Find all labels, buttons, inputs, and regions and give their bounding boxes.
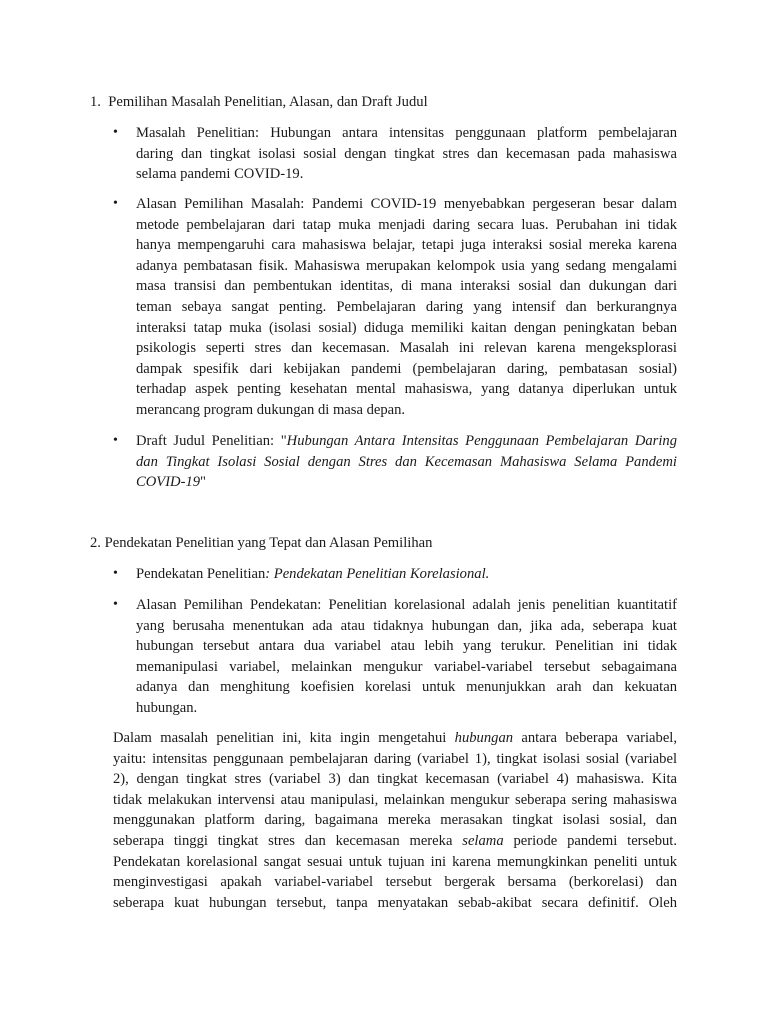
emphasis-hubungan: hubungan <box>454 730 514 746</box>
text-line: masa transisi dan pembentukan identitas, di mana interaksi sosial dan dukungan dari <box>136 278 677 295</box>
list-item-alasan-pemilihan-masalah <box>136 194 677 421</box>
text-line: yang berusaha menentukan ada atau tidaknya hubungan dan, jika ada, seberapa kuat <box>136 617 677 634</box>
text-line <box>113 728 677 749</box>
list-item-alasan-pemilihan-pendekatan <box>136 595 677 719</box>
text-line <box>136 564 677 585</box>
text-line: daring dan tingkat isolasi sosial dengan tingkat stres dan kecemasan pada mahasiswa <box>136 145 677 162</box>
text-line: Masalah Penelitian: Hubungan antara intensitas penggunaan platform pembelajaran <box>136 125 677 141</box>
text-line: hubungan. <box>136 699 198 716</box>
bullet-dot: • <box>113 566 118 581</box>
text-line: menginvestigasi apakah variabel-variabel tersebut bergerak bersama (berkorelasi) dan <box>113 874 677 891</box>
draft-title-italic: COVID-19 <box>136 474 201 491</box>
list-item-pendekatan-penelitian <box>136 564 677 585</box>
text-run: seberapa tinggi tingkat stres dan kecemasan mereka <box>113 832 453 849</box>
section-1-number: 1. <box>90 94 101 110</box>
approach-label: Pendekatan Penelitian <box>136 566 266 582</box>
approach-value: : Pendekatan Penelitian Korelasional. <box>265 566 490 582</box>
text-line: menggunakan platform daring, bagaimana mereka merasakan tingkat isolasi sosial, dan <box>113 812 677 829</box>
text-line: tidak melakukan intervensi atau manipulasi, melainkan mengukur seberapa sering mahasiswa <box>113 791 677 808</box>
text-line: adanya pembatasan fisik. Mahasiswa merupakan kelompok usia yang sedang mengalami <box>136 257 677 274</box>
draft-title-italic: Hubungan Antara Intensitas Penggunaan Pembelajaran Daring <box>286 433 678 449</box>
bullet-dot: • <box>113 196 118 211</box>
text-line <box>136 472 677 493</box>
text-run: Dalam masalah penelitian ini, kita ingin mengetahui <box>113 730 447 746</box>
body-paragraph <box>113 728 677 913</box>
text-line: metode pembelajaran dari tatap muka menjadi daring secara luas. Perubahan ini tidak <box>136 216 677 233</box>
text-line: adanya dan menghitung koefisien korelasi untuk menunjukkan arah dan kekuatan <box>136 679 677 696</box>
text-line: selama pandemi COVID-19. <box>136 166 304 183</box>
text-line: terhadap aspek penting kesehatan mental mahasiswa, yang datanya diperlukan untuk <box>136 381 677 398</box>
draft-title-prefix: Draft Judul Penelitian: " <box>136 433 287 449</box>
text-line: hubungan tersebut antara dua variabel atau lebih yang terukur. Penelitian ini tidak <box>136 638 677 655</box>
text-line <box>136 431 677 452</box>
text-run: antara beberapa variabel, <box>521 730 677 746</box>
text-line: Alasan Pemilihan Pendekatan: Penelitian korelasional adalah jenis penelitian kuantitatif <box>136 597 677 613</box>
section-2-heading: 2. Pendekatan Penelitian yang Tepat dan Alasan Pemilihan <box>90 535 433 551</box>
emphasis-selama: selama <box>462 832 504 849</box>
text-line: hanya mempengaruhi cara mahasiswa belajar, tetapi juga interaksi sosial mereka karena <box>136 237 677 254</box>
text-line <box>113 831 677 852</box>
bullet-dot: • <box>113 433 118 448</box>
text-line: seberapa kuat hubungan tersebut, tanpa menyatakan sebab-akibat secara definitif. Oleh <box>113 894 677 911</box>
draft-title-italic: dan Tingkat Isolasi Sosial dengan Stres dan Kecemasan Mahasiswa Selama Pandemi <box>136 453 677 470</box>
text-line: Pendekatan korelasional sangat sesuai untuk tujuan ini karena memungkinkan peneliti untuk <box>113 853 677 870</box>
text-line: Alasan Pemilihan Masalah: Pandemi COVID-19 menyebabkan pergeseran besar dalam <box>136 196 677 212</box>
text-line: 2), dengan tingkat stres (variabel 3) dan tingkat kecemasan (variabel 4) mahasiswa. Kita <box>113 771 677 788</box>
text-line: merancang program dukungan di masa depan. <box>136 401 406 418</box>
section-1-heading <box>90 92 428 113</box>
bullet-dot: • <box>113 597 118 612</box>
text-line: memanipulasi variabel, melainkan mengukur variabel-variabel tersebut sebagaimana <box>136 658 677 675</box>
section-1-title: Pemilihan Masalah Penelitian, Alasan, dan Draft Judul <box>108 94 428 110</box>
text-line: teman sebaya sangat penting. Pembelajaran daring yang intensif dan berkurangnya <box>136 298 677 315</box>
draft-title-suffix: " <box>200 474 207 491</box>
list-item-draft-judul <box>136 431 677 493</box>
text-line: psikologis seperti stres dan kecemasan. Masalah ini relevan karena mengeksplorasi <box>136 340 677 357</box>
list-item-masalah-penelitian <box>136 123 677 185</box>
text-line: dampak spesifik dari kebijakan pandemi (pembelajaran daring, pembatasan sosial) <box>136 360 677 377</box>
text-line: yaitu: intensitas penggunaan pembelajaran daring (variabel 1), tingkat isolasi sosial (variabel <box>113 750 677 767</box>
text-line: interaksi tatap muka (isolasi sosial) diduga memiliki kaitan dengan peningkatan beban <box>136 319 677 336</box>
text-line <box>136 452 677 473</box>
bullet-dot: • <box>113 125 118 140</box>
text-run: periode pandemi tersebut. <box>513 832 677 849</box>
